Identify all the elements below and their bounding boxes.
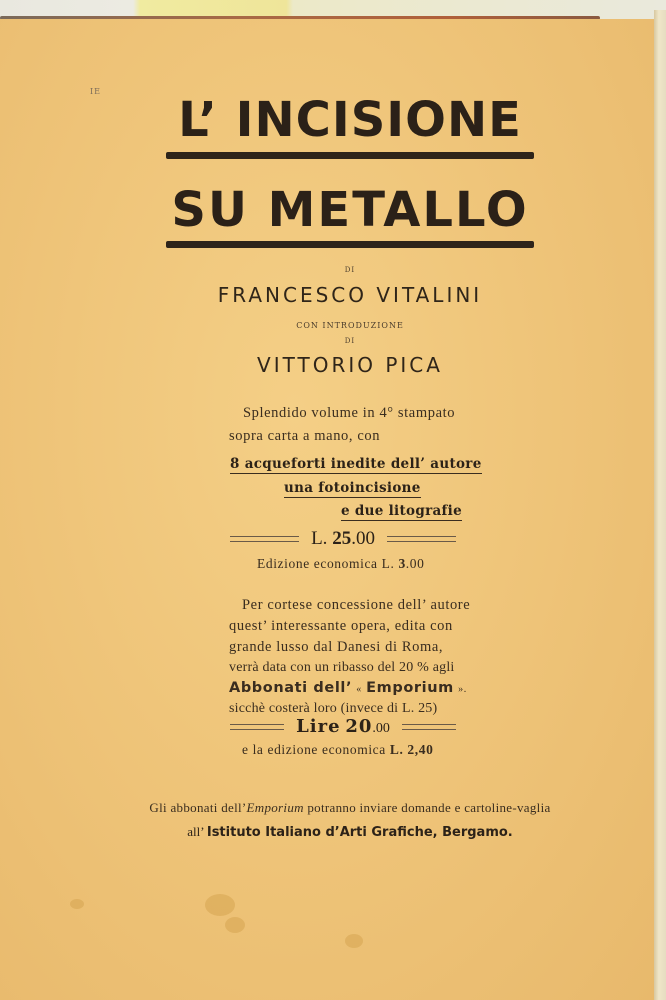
paper-stain: [70, 899, 84, 909]
intro-by-label: DI: [344, 337, 356, 345]
offer-line-6: sicchè costerà loro (invece di L. 25): [229, 701, 438, 716]
footer-line-1: [120, 800, 580, 816]
by-label: DI: [344, 266, 356, 274]
quote-open: «: [356, 684, 362, 695]
title-rule-bottom: [166, 241, 534, 248]
page: [0, 19, 654, 1000]
offer-line-1: Per cortese concessione dell’ autore: [242, 597, 471, 613]
institute-name: Istituto Italiano d’Arti Grafiche, Bergamo.: [206, 825, 513, 840]
economy-discount-price: L. 2,40: [389, 742, 434, 757]
economy-main: 3: [398, 556, 406, 571]
offer-line-4: verrà data con un ribasso del 20 % agli: [229, 660, 455, 675]
discount-price: [284, 716, 402, 738]
decorative-rule: [387, 536, 456, 542]
author-name: FRANCESCO VITALINI: [217, 283, 483, 307]
footer-pre: Gli abbonati dell’: [149, 800, 247, 815]
footer-line2-pre: all’: [187, 824, 207, 839]
title-line-1: L’ INCISIONE: [178, 92, 522, 148]
feature-etchings: 8 acqueforti inedite dell’ autore: [230, 456, 482, 472]
price-cents: .00: [351, 528, 375, 549]
economy-cents: .00: [405, 556, 425, 571]
footer-emporium: Emporium: [246, 800, 304, 815]
footer-line-2: [120, 824, 580, 840]
footer-post: potranno inviare domande e cartoline-vaglia: [303, 800, 551, 815]
economy-label: Edizione economica: [257, 556, 378, 571]
description-line-1: Splendido volume in 4° stampato: [243, 405, 456, 421]
page-right-edge: [654, 10, 666, 1000]
subscribers-label: Abbonati dell’: [229, 680, 353, 696]
decorative-rule: [230, 536, 299, 542]
price-prefix: L.: [311, 528, 328, 549]
title-rule-top: [166, 152, 534, 159]
price-row: [230, 528, 456, 550]
economy-discount-text: e la edizione economica: [242, 742, 386, 757]
economy-edition: [257, 556, 424, 572]
price-main: 25: [332, 528, 352, 549]
quote-close: ».: [458, 684, 467, 695]
paper-stain: [225, 917, 245, 933]
offer-line-2: quest’ interessante opera, edita con: [229, 618, 453, 634]
feature-photoengraving: una fotoincisione: [284, 480, 421, 496]
description-line-2: sopra carta a mano, con: [229, 428, 381, 444]
discount-main: 20: [345, 716, 373, 737]
economy-prefix: L.: [381, 556, 395, 571]
emporium-name: Emporium: [366, 680, 454, 696]
discount-price-row: [230, 716, 456, 738]
paper-stain: [205, 894, 235, 916]
intro-label: CON INTRODUZIONE: [296, 321, 404, 330]
intro-author-name: VITTORIO PICA: [257, 353, 443, 377]
decorative-rule: [230, 724, 284, 730]
offer-line-3: grande lusso dal Danesi di Roma,: [229, 639, 444, 655]
paper-stain: [345, 934, 363, 948]
corner-mark: IE: [90, 87, 101, 96]
discount-cents: .00: [372, 721, 390, 736]
offer-line-5: [229, 680, 467, 697]
feature-lithographs: e due litografie: [341, 503, 462, 519]
price: [299, 528, 387, 550]
economy-discount-line: [242, 742, 433, 758]
discount-label: Lire: [296, 716, 341, 737]
title-line-2: SU METALLO: [171, 182, 529, 238]
decorative-rule: [402, 724, 456, 730]
